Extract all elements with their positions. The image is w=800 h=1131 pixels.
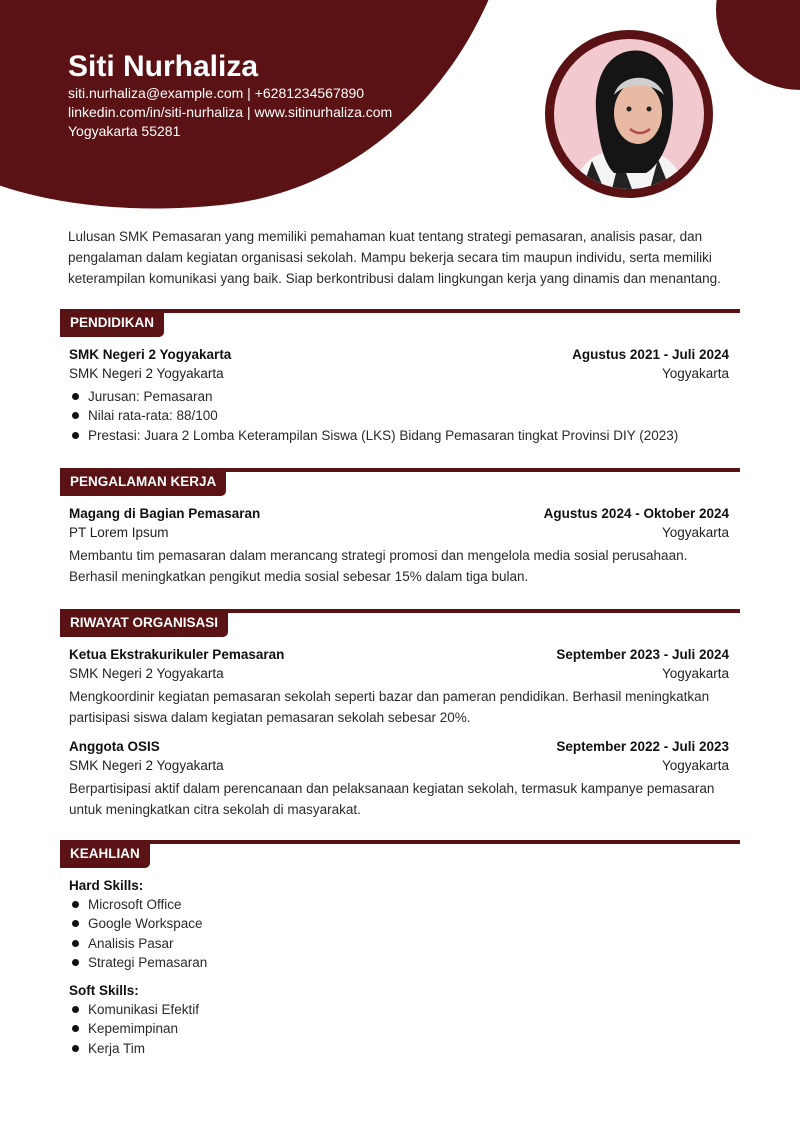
education-section	[60, 309, 740, 445]
job-location: Yogyakarta	[661, 525, 729, 540]
org-role: Ketua Ekstrakurikuler Pemasaran	[69, 647, 285, 662]
job-role: Magang di Bagian Pemasaran	[69, 506, 261, 521]
list-item: Kepemimpinan	[69, 1019, 729, 1038]
list-item: Komunikasi Efektif	[69, 1000, 729, 1019]
list-item: Prestasi: Juara 2 Lomba Keterampilan Siswa (LKS) Bidang Pemasaran tingkat Provinsi DIY (2023)	[69, 426, 729, 445]
soft-skills-list	[69, 1000, 729, 1058]
organization-entry	[60, 645, 740, 728]
company-name: PT Lorem Ipsum	[69, 525, 169, 540]
skills-header	[60, 840, 740, 868]
profile-photo	[545, 30, 713, 198]
section-title: KEAHLIAN	[60, 840, 150, 868]
school-name: SMK Negeri 2 Yogyakarta	[69, 347, 232, 362]
org-description: Mengkoordinir kegiatan pemasaran sekolah seperti bazar dan pameran pendidikan. Berhasil meningkatkan partisipasi siswa dalam kegiatan pemasaran sekolah sebesar 20%.	[69, 689, 710, 725]
section-title: RIWAYAT ORGANISASI	[60, 609, 228, 637]
education-entry	[60, 345, 740, 445]
organization-header	[60, 609, 740, 637]
section-title: PENDIDIKAN	[60, 309, 164, 337]
profile-portrait-icon	[554, 39, 704, 189]
education-dates: Agustus 2021 - Juli 2024	[572, 347, 729, 362]
org-name: SMK Negeri 2 Yogyakarta	[69, 758, 224, 773]
organization-section	[60, 609, 740, 820]
profile-summary: Lulusan SMK Pemasaran yang memiliki pemahaman kuat tentang strategi pemasaran, analisis pasar, dan pengalaman dalam kegiatan organisasi sekolah. Mampu bekerja secara tim maupun individu, serta memiliki keterampilan komunikasi yang baik. Siap berkontribusi dalam lingkungan kerja yang dinamis dan menantang.	[68, 229, 721, 286]
school-subtitle: SMK Negeri 2 Yogyakarta	[69, 366, 224, 381]
org-dates: September 2022 - Juli 2023	[556, 739, 729, 754]
skills-section	[60, 840, 740, 1058]
organization-entry	[60, 737, 740, 820]
experience-entry	[60, 504, 740, 587]
education-header	[60, 309, 740, 337]
job-description: Membantu tim pemasaran dalam merancang strategi promosi dan mengelola media sosial perusahaan. Berhasil meningkatkan pengikut media sosial sebesar 15% dalam tiga bulan.	[69, 548, 688, 584]
education-details	[69, 387, 729, 445]
section-divider	[60, 840, 740, 844]
list-item: Analisis Pasar	[69, 934, 729, 953]
contact-info	[68, 84, 392, 141]
org-dates: September 2023 - Juli 2024	[556, 647, 729, 662]
hard-skills-label: Hard Skills:	[69, 878, 144, 893]
org-description: Berpartisipasi aktif dalam perencanaan dan pelaksanaan kegiatan sekolah, termasuk kampanye pemasaran untuk meningkatkan citra sekolah di masyarakat.	[69, 781, 715, 817]
skills-entry	[60, 876, 740, 1058]
contact-email-phone: siti.nurhaliza@example.com | +6281234567890	[68, 85, 365, 101]
org-role: Anggota OSIS	[69, 739, 160, 754]
section-title: PENGALAMAN KERJA	[60, 468, 226, 496]
org-name: SMK Negeri 2 Yogyakarta	[69, 666, 224, 681]
org-location: Yogyakarta	[661, 758, 729, 773]
list-item: Microsoft Office	[69, 895, 729, 914]
contact-links: linkedin.com/in/siti-nurhaliza | www.sitinurhaliza.com	[68, 104, 393, 120]
education-location: Yogyakarta	[661, 366, 729, 381]
list-item: Strategi Pemasaran	[69, 953, 729, 972]
job-dates: Agustus 2024 - Oktober 2024	[543, 506, 729, 521]
hard-skills-list	[69, 895, 729, 972]
org-location: Yogyakarta	[661, 666, 729, 681]
list-item: Jurusan: Pemasaran	[69, 387, 729, 406]
corner-decoration	[716, 0, 800, 90]
experience-section	[60, 468, 740, 587]
list-item: Kerja Tim	[69, 1039, 729, 1058]
contact-address: Yogyakarta 55281	[68, 123, 181, 139]
candidate-name: Siti Nurhaliza	[68, 50, 259, 83]
experience-header	[60, 468, 740, 496]
list-item: Google Workspace	[69, 914, 729, 933]
soft-skills-label: Soft Skills:	[69, 983, 139, 999]
list-item: Nilai rata-rata: 88/100	[69, 406, 729, 425]
